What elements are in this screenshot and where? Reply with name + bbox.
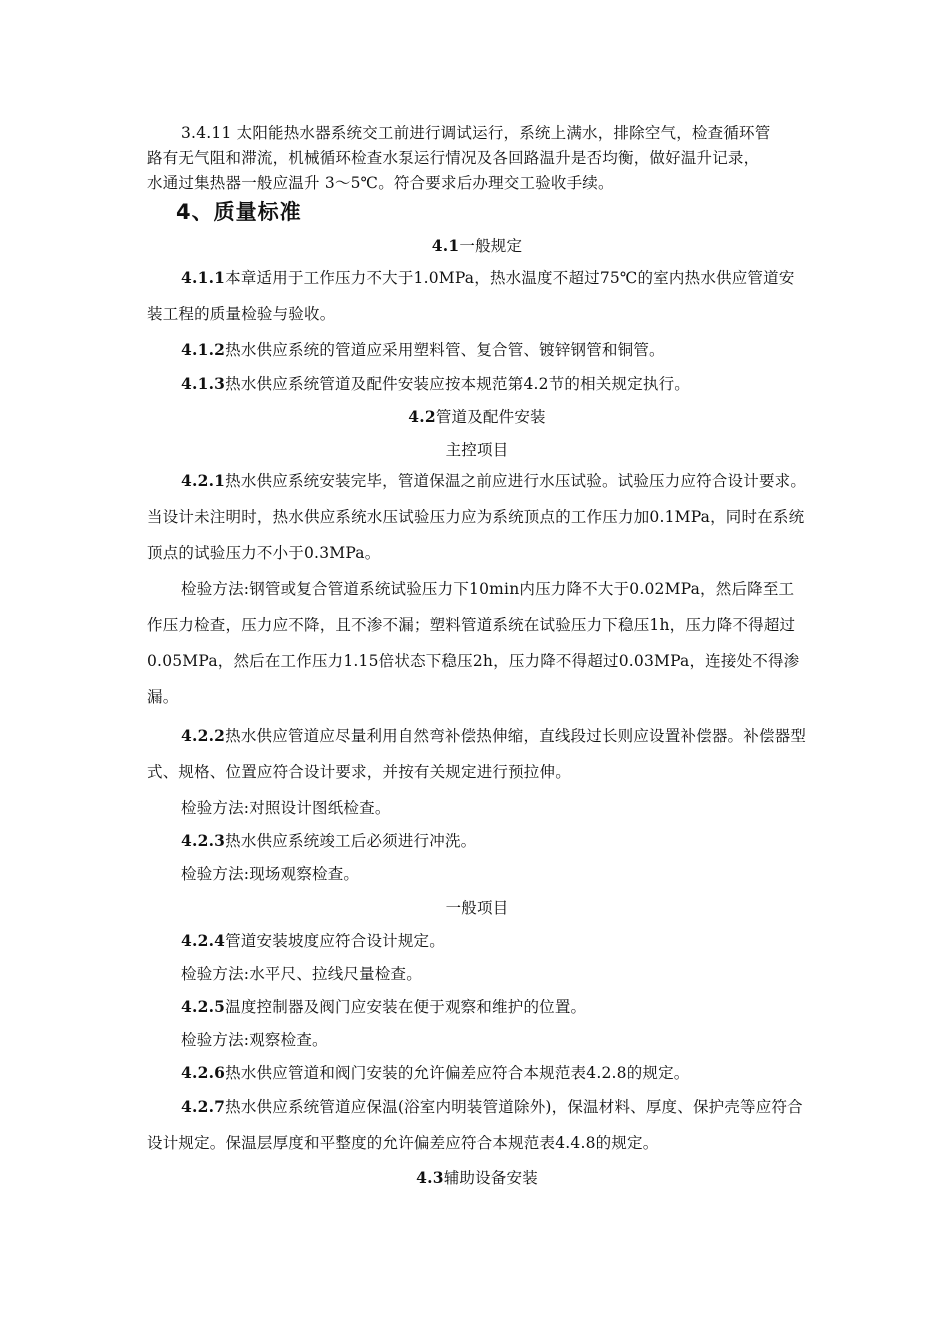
- general-items-subtitle: 一般项目: [445, 899, 509, 917]
- clause-text: 热水供应系统管道应保温(浴室内明装管道除外)，保温材料、厚度、保护壳等应符合设计规定。保温层厚度和平整度的允许偏差应符合本规范表4.4.8的规定。: [147, 1098, 803, 1152]
- clause-4-2-2: [147, 718, 807, 790]
- clause-text: 热水供应系统的管道应采用塑料管、复合管、镀锌钢管和铜管。: [225, 341, 665, 359]
- clause-number: 4.1.1: [181, 268, 226, 287]
- clause-text: 管道安装坡度应符合设计规定。: [225, 932, 445, 950]
- clause-4-2-1-method: 检验方法:钢管或复合管道系统试验压力下10min内压力降不大于0.02MPa，然后降至工作压力检查，压力应不降，且不渗不漏；塑料管道系统在试验压力下稳压1h，压力降不得超过0.05MPa，然后在工作压力1.15倍状态下稳压2h，压力降不得超过0.03MPa，连接处不得渗漏。: [147, 580, 800, 706]
- clause-4-2-5: [147, 995, 807, 1019]
- clause-number: 4.1.2: [181, 340, 226, 359]
- section-4-2-title: [147, 405, 807, 429]
- clause-text: 热水供应系统竣工后必须进行冲洗。: [225, 832, 477, 850]
- clause-number: 4.1.3: [181, 374, 226, 393]
- clause-number: 4.2.6: [181, 1063, 226, 1082]
- section-number: 4.3: [416, 1168, 444, 1187]
- intro-line-1: 3.4.11 太阳能热水器系统交工前进行调试运行，系统上满水，排除空气，检查循环管: [181, 124, 771, 142]
- clause-4-1-3: [147, 366, 807, 402]
- clause-4-2-4-method: 检验方法:水平尺、拉线尺量检查。: [181, 965, 422, 983]
- section-title-text: 辅助设备安装: [443, 1169, 538, 1187]
- main-items-subtitle: 主控项目: [445, 441, 509, 459]
- clause-4-2-7: [147, 1089, 807, 1161]
- intro-line-3: 水通过集热器一般应温升 3～5℃。符合要求后办理交工验收手续。: [147, 174, 614, 192]
- clause-text: 温度控制器及阀门应安装在便于观察和维护的位置。: [225, 998, 587, 1016]
- clause-4-2-3-method: 检验方法:现场观察检查。: [181, 865, 360, 883]
- clause-text: 热水供应管道应尽量利用自然弯补偿热伸缩，直线段过长则应设置补偿器。补偿器型式、规格、位置应符合设计要求，并按有关规定进行预拉伸。: [147, 727, 807, 781]
- clause-4-2-1: [147, 463, 807, 571]
- section-number: 4.1: [431, 236, 460, 255]
- clause-4-2-6: [147, 1061, 807, 1085]
- clause-number: 4.2.3: [181, 831, 226, 850]
- clause-number: 4.2.4: [181, 931, 226, 950]
- clause-text: 本章适用于工作压力不大于1.0MPa，热水温度不超过75℃的室内热水供应管道安装工程的质量检验与验收。: [147, 269, 795, 323]
- clause-number: 4.2.7: [181, 1097, 226, 1116]
- clause-text: 热水供应系统安装完毕，管道保温之前应进行水压试验。试验压力应符合设计要求。当设计未注明时，热水供应系统水压试验压力应为系统顶点的工作压力加0.1MPa，同时在系统顶点的试验压力不小于0.3MPa。: [147, 472, 807, 562]
- section-4-3-title: [147, 1166, 807, 1190]
- clause-text: 热水供应管道和阀门安装的允许偏差应符合本规范表4.2.8的规定。: [225, 1064, 690, 1082]
- clause-4-2-4: [147, 929, 807, 953]
- clause-number: 4.2.1: [181, 471, 226, 490]
- clause-4-1-1: [147, 260, 807, 332]
- clause-4-1-2: [147, 332, 807, 368]
- intro-line-2: 路有无气阻和滞流，机械循环检查水泵运行情况及各回路温升是否均衡，做好温升记录，: [147, 149, 760, 167]
- clause-text: 热水供应系统管道及配件安装应按本规范第4.2节的相关规定执行。: [225, 375, 691, 393]
- clause-4-2-3: [147, 829, 807, 853]
- clause-number: 4.2.2: [181, 726, 226, 745]
- clause-number: 4.2.5: [181, 997, 226, 1016]
- clause-4-2-5-method: 检验方法:观察检查。: [181, 1031, 328, 1049]
- section-title-text: 一般规定: [459, 237, 523, 255]
- clause-4-2-2-method: 检验方法:对照设计图纸检查。: [181, 799, 391, 817]
- section-heading: 4、质量标准: [176, 200, 302, 224]
- section-number: 4.2: [408, 407, 436, 426]
- section-title-text: 管道及配件安装: [435, 408, 546, 426]
- section-4-1-title: [147, 234, 807, 258]
